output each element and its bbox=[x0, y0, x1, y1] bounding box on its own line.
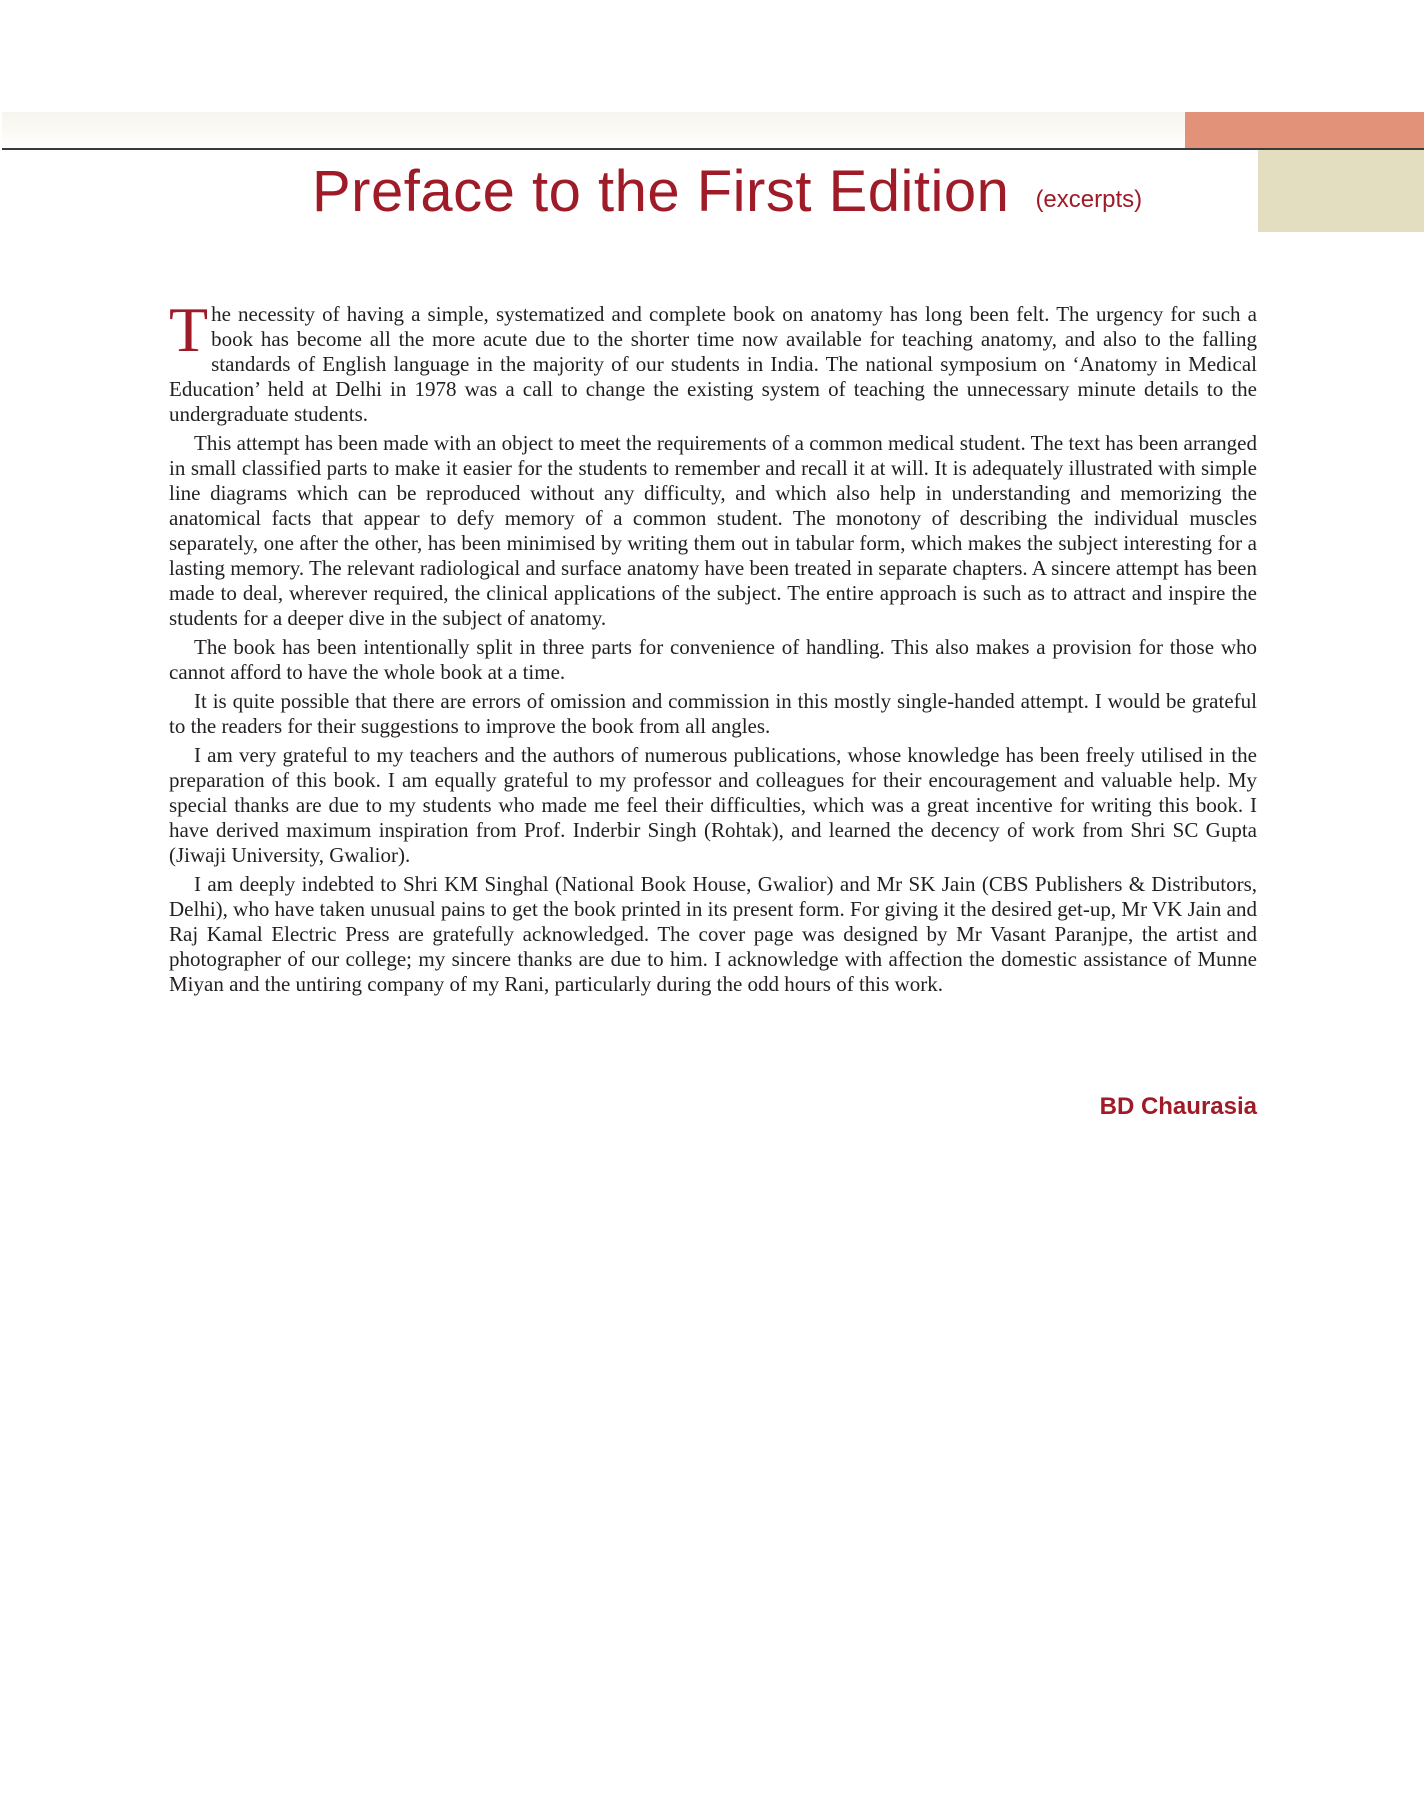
page-title: Preface to the First Edition bbox=[312, 159, 1010, 224]
author-signature: BD Chaurasia bbox=[1099, 1093, 1257, 1120]
paragraph-5: I am very grateful to my teachers and the authors of numerous publications, whose knowledge has been freely utilised in the preparation of this book. I am equally grateful to my professor and colleagues for their encouragement and valuable help. My special thanks are due to my students who made me feel their difficulties, which was a great incentive for writing this book. I have derived maximum inspiration from Prof. Inderbir Singh (Rohtak), and learned the decency of work from Shri SC Gupta (Jiwaji University, Gwalior). bbox=[169, 743, 1257, 867]
drop-cap: T bbox=[169, 294, 209, 365]
paragraph-2: This attempt has been made with an object to meet the requirements of a common medical student. The text has been arranged in small classified parts to make it easier for the students to remember and recall it at will. It is adequately illustrated with simple line diagrams which can be reproduced without any difficulty, and which also help in understanding and memorizing the anatomical facts that appear to defy memory of a common student. The monotony of describing the individual muscles separately, one after the other, has been minimised by writing them out in tabular form, which makes the subject interesting for a lasting memory. The relevant radiological and surface anatomy have been treated in separate chapters. A sincere attempt has been made to deal, wherever required, the clinical applications of the subject. The entire approach is such as to attract and inspire the students for a deeper dive in the subject of anatomy. bbox=[169, 431, 1257, 630]
paragraph-3: The book has been intentionally split in three parts for convenience of handling. This also makes a provision for those who cannot afford to have the whole book at a time. bbox=[169, 635, 1257, 684]
corner-accent-block bbox=[1258, 150, 1424, 232]
page-heading bbox=[312, 158, 1142, 225]
preface-body bbox=[169, 294, 1257, 1001]
paragraph-1-text: he necessity of having a simple, systematized and complete book on anatomy has long been felt. The urgency for such a book has become all the more acute due to the shorter time now available for teaching anatomy, and also to the falling standards of English language in the majority of our students in India. The national symposium on ‘Anatomy in Medical Education’ held at Delhi in 1978 was a call to change the existing system of teaching the unnecessary minute details to the undergraduate students. bbox=[169, 302, 1257, 426]
page-subtitle: (excerpts) bbox=[1035, 186, 1143, 213]
paragraph-4: It is quite possible that there are errors of omission and commission in this mostly single-handed attempt. I would be grateful to the readers for their suggestions to improve the book from all angles. bbox=[169, 689, 1257, 738]
header-accent-block bbox=[1185, 112, 1424, 148]
header-rule bbox=[2, 148, 1424, 150]
paragraph-1 bbox=[169, 294, 1257, 427]
paragraph-6: I am deeply indebted to Shri KM Singhal (National Book House, Gwalior) and Mr SK Jain (CBS Publishers & Distributors, Delhi), who have taken unusual pains to get the book printed in its present form. For giving it the desired get-up, Mr VK Jain and Raj Kamal Electric Press are gratefully acknowledged. The cover page was designed by Mr Vasant Paranjpe, the artist and photographer of our college; my sincere thanks are due to him. I acknowledge with affection the domestic assistance of Munne Miyan and the untiring company of my Rani, particularly during the odd hours of this work. bbox=[169, 872, 1257, 996]
header-band bbox=[2, 112, 1185, 148]
